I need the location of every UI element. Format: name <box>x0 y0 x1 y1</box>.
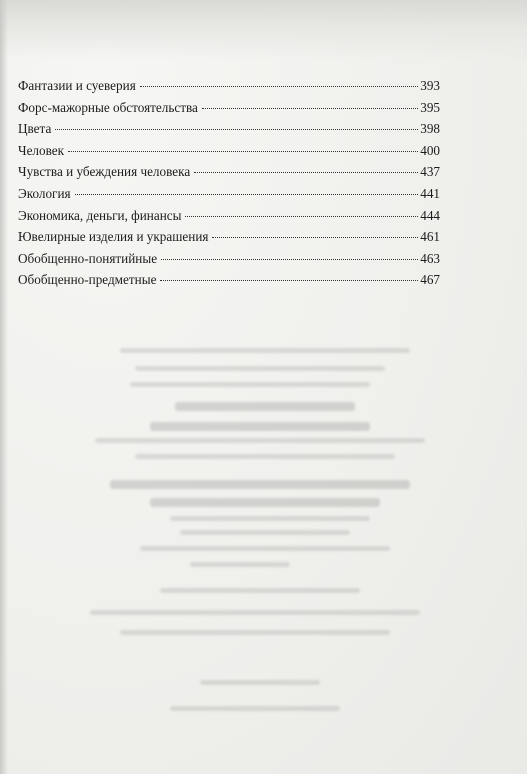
table-of-contents <box>18 75 440 291</box>
toc-entry-page: 395 <box>420 99 440 115</box>
toc-entry <box>18 140 440 162</box>
toc-entry-title: Фантазии и суеверия <box>18 78 136 93</box>
toc-leader-dots <box>212 237 418 238</box>
page-top-shadow <box>0 0 527 60</box>
toc-entry-page: 398 <box>420 121 440 137</box>
toc-entry-title: Форс-мажорные обстоятельства <box>18 99 198 115</box>
reverse-side-bleed-through <box>0 330 527 750</box>
toc-leader-dots <box>75 194 419 195</box>
toc-entry <box>18 205 440 227</box>
toc-leader-dots <box>160 280 418 281</box>
toc-entry <box>18 161 440 183</box>
toc-entry-title: Чувства и убеждения человека <box>18 164 191 180</box>
toc-entry <box>18 97 440 119</box>
toc-entry-title: Экономика, деньги, финансы <box>18 207 182 223</box>
toc-leader-dots <box>55 129 418 130</box>
toc-entry-page: 400 <box>420 142 440 158</box>
toc-entry <box>18 118 440 140</box>
toc-leader-dots <box>202 108 418 109</box>
page-spine-shadow <box>0 0 8 774</box>
toc-entry-page: 444 <box>420 207 440 223</box>
toc-entry-page: 467 <box>420 272 440 288</box>
toc-entry-title: Обобщенно-предметные <box>18 272 157 288</box>
toc-entry-title: Экология <box>18 185 71 201</box>
toc-entry <box>18 183 440 205</box>
toc-entry <box>18 226 440 248</box>
toc-leader-dots <box>68 151 418 152</box>
toc-leader-dots <box>194 172 418 173</box>
toc-entry-page: 441 <box>420 185 440 201</box>
toc-entry <box>18 75 440 97</box>
toc-entry-title: Цвета <box>18 121 52 137</box>
toc-entry <box>18 248 440 270</box>
toc-entry-page: 437 <box>420 164 440 180</box>
toc-entry-page: 393 <box>420 78 440 93</box>
toc-entry <box>18 269 440 291</box>
toc-entry-page: 463 <box>420 250 440 266</box>
toc-entry-title: Обобщенно-понятийные <box>18 250 158 266</box>
toc-leader-dots <box>185 216 418 217</box>
toc-leader-dots <box>140 86 418 87</box>
toc-entry-page: 461 <box>420 229 440 245</box>
toc-entry-title: Ювелирные изделия и украшения <box>18 229 209 245</box>
toc-leader-dots <box>161 259 418 260</box>
toc-entry-title: Человек <box>18 142 65 158</box>
